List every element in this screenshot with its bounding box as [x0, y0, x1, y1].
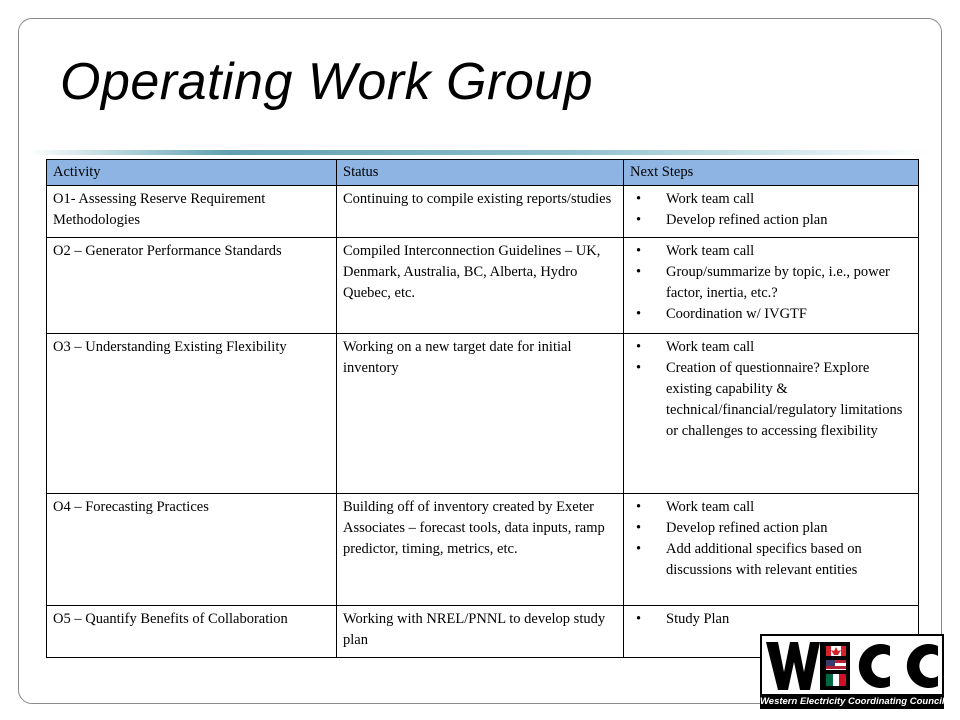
status-cell: Compiled Interconnection Guidelines – UK, Denmark, Australia, BC, Alberta, Hydro Quebec, etc.: [337, 238, 624, 334]
wecc-logo-mark: [760, 634, 944, 696]
header-status: Status: [337, 160, 624, 186]
page-title: Operating Work Group: [60, 53, 594, 111]
status-cell: Working with NREL/PNNL to develop study plan: [337, 606, 624, 658]
step-item: • Develop refined action plan: [630, 210, 912, 231]
header-next-steps: Next Steps: [624, 160, 919, 186]
next-steps-list: [630, 609, 912, 630]
activity-cell: O4 – Forecasting Practices: [47, 494, 337, 606]
table-row: [47, 334, 919, 494]
activity-cell: O2 – Generator Performance Standards: [47, 238, 337, 334]
step-item: • Study Plan: [630, 609, 912, 630]
activity-cell: O1- Assessing Reserve Requirement Methodologies: [47, 186, 337, 238]
next-steps-list: [630, 497, 912, 581]
status-cell: Continuing to compile existing reports/studies: [337, 186, 624, 238]
step-item: • Group/summarize by topic, i.e., power factor, inertia, etc.?: [630, 262, 912, 304]
step-item: • Work team call: [630, 497, 912, 518]
table-header-row: [47, 160, 919, 186]
step-item: • Work team call: [630, 241, 912, 262]
wecc-logo: [760, 634, 944, 710]
table-row: [47, 186, 919, 238]
next-steps-list: [630, 337, 912, 442]
step-item: • Creation of questionnaire? Explore existing capability & technical/financial/regulatory limitations or challenges to accessing flexibility: [630, 358, 912, 442]
header-activity: Activity: [47, 160, 337, 186]
status-cell: Building off of inventory created by Exeter Associates – forecast tools, data inputs, ramp predictor, timing, metrics, etc.: [337, 494, 624, 606]
work-group-table: [46, 159, 919, 658]
title-divider: [30, 150, 930, 155]
next-steps-cell: [624, 334, 919, 494]
status-cell: Working on a new target date for initial inventory: [337, 334, 624, 494]
activity-cell: O5 – Quantify Benefits of Collaboration: [47, 606, 337, 658]
next-steps-list: [630, 241, 912, 325]
wecc-logo-graphic: [762, 636, 942, 694]
step-item: • Add additional specifics based on discussions with relevant entities: [630, 539, 912, 581]
table-row: [47, 238, 919, 334]
step-item: • Work team call: [630, 189, 912, 210]
step-item: • Coordination w/ IVGTF: [630, 304, 912, 325]
next-steps-cell: [624, 186, 919, 238]
step-item: • Develop refined action plan: [630, 518, 912, 539]
activity-cell: O3 – Understanding Existing Flexibility: [47, 334, 337, 494]
next-steps-cell: [624, 494, 919, 606]
table-row: [47, 494, 919, 606]
next-steps-list: [630, 189, 912, 231]
wecc-logo-caption: Western Electricity Coordinating Council: [760, 696, 945, 707]
next-steps-cell: [624, 238, 919, 334]
step-item: • Work team call: [630, 337, 912, 358]
